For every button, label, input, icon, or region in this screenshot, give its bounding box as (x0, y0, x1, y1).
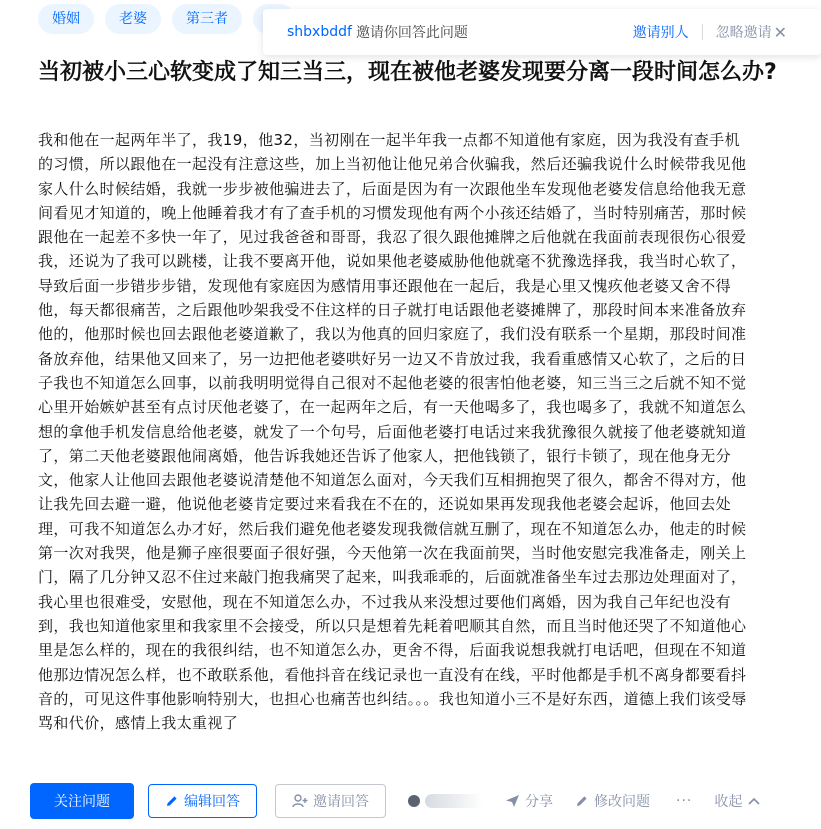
topic-tag[interactable]: 第三者 (172, 4, 242, 34)
topic-tags (38, 4, 295, 36)
question-actions (30, 783, 800, 819)
invite-text: 邀请你回答此问题 (355, 25, 468, 41)
share-button[interactable] (505, 791, 553, 811)
comments-button[interactable] (408, 794, 483, 808)
invite-answer-button[interactable] (275, 784, 386, 818)
invite-answer-label: 邀请回答 (313, 794, 369, 810)
question-title: 当初被小三心软变成了知三当三，现在被他老婆发现要分离一段时间怎么办? (38, 60, 777, 85)
invite-others-link[interactable]: 邀请别人 (632, 25, 689, 41)
ignore-invite-link[interactable]: 忽略邀请 (715, 25, 772, 41)
edit-answer-button[interactable] (148, 784, 257, 818)
collapse-label: 收起 (714, 794, 743, 810)
edit-question-label: 修改问题 (594, 794, 650, 810)
pencil-icon (165, 794, 179, 808)
inviter-name[interactable]: shbxbddf (287, 24, 352, 40)
add-user-icon (292, 794, 308, 808)
collapse-button[interactable] (714, 791, 760, 811)
pencil-icon (575, 794, 589, 808)
edit-question-button[interactable] (575, 791, 650, 811)
topic-tag[interactable]: 老婆 (105, 4, 161, 34)
follow-question-button[interactable]: 关注问题 (30, 783, 134, 819)
comment-icon (408, 795, 420, 807)
blurred-count (425, 794, 483, 808)
divider (702, 24, 703, 40)
invite-notification (263, 9, 821, 55)
share-label: 分享 (525, 794, 553, 810)
question-body: 我和他在一起两年半了，我19，他32，当初刚在一起半年我一点都不知道他有家庭，因为我没有查手机的习惯，所以跟他在一起没有注意这些，加上当初他让他兄弟合伙骗我，然后还骗我说什么时候带我见他家人什么时候结婚，我就一步步被他骗进去了，后面是因为有一次跟他坐车发现他老婆发信息给他我无意间看见才知道的，晚上他睡着我才有了查手机的习惯发现他有两个小孩还结婚了，当时特别痛苦，那时候跟他在一起差不多快一年了，见过我爸爸和哥哥，我忍了很久跟他摊牌之后他就在我面前表现很伤心很爱我，还说为了我可以跳楼，让我不要离开他，说如果他老婆威胁他他就毫不犹豫选择我，我当时心软了，导致后面一步错步步错，发现他有家庭因为感情用事还跟他在一起后，我是心里又愧疚他老婆又舍不得他，每天都很痛苦，之后跟他吵架我受不住这样的日子就打电话跟他老婆摊牌了，那段时间本来准备放弃他的，他那时候也回去跟他老婆道歉了，我以为他真的回归家庭了，我们没有联系一个星期，那段时间准备放弃他，结果他又回来了，另一边把他老婆哄好另一边又不肯放过我，我看重感情又心软了，之后的日子我也不知道怎么回事，以前我明明觉得自己很对不起他老婆的很害怕他老婆，知三当三之后就不知不觉心里开始嫉妒甚至有点讨厌他老婆了，在一起两年之后，有一天他喝多了，我也喝多了，我就不知道怎么想的拿他手机发信息给他老婆，就发了一个句号，后面他老婆打电话过来我犹豫很久就接了他老婆就知道了，第二天他老婆跟他闹离婚，他告诉我她还告诉了他家人，把他钱锁了，银行卡锁了，现在他身无分文，他家人让他回去跟他老婆说清楚他不知道怎么面对，今天我们互相拥抱哭了很久，都舍不得对方，他让我先回去避一避，他说他老婆肯定要过来看我在不在的，还说如果再发现我他老婆会起诉，他回去处理，可我不知道怎么办才好，然后我们避免他老婆发现我微信就互删了，现在不知道怎么办，他走的时候第一次对我哭，他是狮子座很要面子很好强，今天他第一次在我面前哭，当时他安慰完我准备走，刚关上门，隔了几分钟又忍不住过来敲门抱我痛哭了起来，叫我乖乖的，后面就准备坐车过去那边处理面对了，我心里也很难受，安慰他，现在不知道怎么办，不过我从来没想过要他们离婚，因为我自己年纪也没有到，我也知道他家里和我家里不会接受，所以只是想着先耗着吧顺其自然，而且当时他还哭了不知道他心里是怎么样的，现在的我很纠结，也不知道怎么办，更舍不得，后面我说想我就打电话吧，但现在不知道他那边情况怎么样，也不敢联系他，看他抖音在线记录也一直没有在线，平时他都是手机不离身都要看抖音的，可见这件事他影响特别大，也担心也痛苦也纠结。。。我也知道小三不是好东西，道德上我们该受辱骂和代价，感情上我太重视了 (38, 131, 747, 733)
paper-plane-icon (505, 794, 520, 808)
topic-tag[interactable]: 婚姻 (38, 4, 94, 34)
chevron-up-icon (748, 797, 760, 805)
close-icon[interactable]: ✕ (773, 22, 787, 42)
more-icon[interactable]: ··· (676, 793, 693, 809)
edit-answer-label: 编辑回答 (184, 794, 240, 810)
